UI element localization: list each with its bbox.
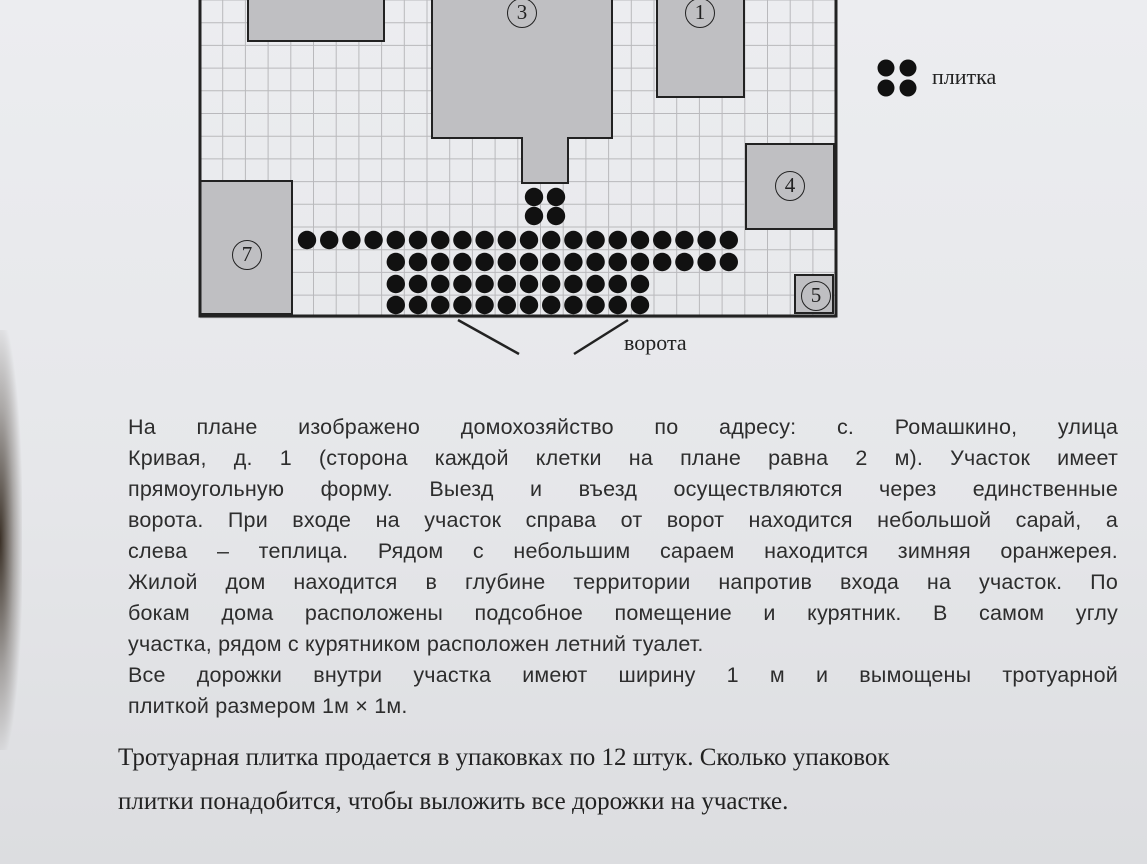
tile-mark	[675, 253, 693, 271]
tile-mark	[564, 296, 582, 314]
tile-mark	[498, 296, 516, 314]
building-2	[248, 0, 384, 41]
tile-mark	[475, 275, 493, 293]
building-3-number: 3	[507, 0, 537, 28]
tile-legend-icon	[878, 60, 917, 97]
tile-mark	[498, 275, 516, 293]
description-line: бокам дома расположены подсобное помещение и курятник. В самом углу	[128, 601, 1118, 625]
tile-mark	[631, 296, 649, 314]
tile-mark	[631, 275, 649, 293]
description-line: участка, рядом с курятником расположен летний туалет.	[128, 632, 704, 656]
tile-mark	[409, 253, 427, 271]
paths-paragraph	[128, 660, 1118, 722]
tile-mark	[542, 253, 560, 271]
tile-mark	[564, 231, 582, 249]
tile-mark	[342, 231, 360, 249]
legend-tile-mark	[900, 60, 917, 77]
tile-mark	[542, 275, 560, 293]
tile-mark	[520, 253, 538, 271]
tile-mark	[525, 188, 543, 206]
tile-legend-label: плитка	[932, 64, 997, 89]
tile-mark	[653, 231, 671, 249]
gate-right-leaf	[574, 320, 628, 354]
tile-mark	[631, 231, 649, 249]
question-text	[118, 736, 1098, 824]
tile-mark	[409, 275, 427, 293]
tile-mark	[520, 296, 538, 314]
building-4-number: 4	[775, 171, 805, 201]
description-paragraph	[128, 412, 1118, 660]
legend-tile-mark	[900, 80, 917, 97]
question-line: Тротуарная плитка продается в упаковках по 12 штук. Сколько упаковок	[118, 744, 890, 771]
tile-mark	[431, 231, 449, 249]
description-line: ворота. При входе на участок справа от ворот находится небольшой сарай, а	[128, 508, 1118, 532]
tile-mark	[475, 296, 493, 314]
tile-mark	[298, 231, 316, 249]
tile-mark	[475, 231, 493, 249]
tile-mark	[320, 231, 338, 249]
site-plan-drawing	[0, 0, 1147, 400]
tile-mark	[609, 231, 627, 249]
tile-mark	[586, 253, 604, 271]
tile-mark	[542, 296, 560, 314]
site-plan	[0, 0, 1147, 400]
tile-mark	[586, 275, 604, 293]
tile-mark	[547, 188, 565, 206]
tile-mark	[387, 253, 405, 271]
tile-mark	[498, 253, 516, 271]
tile-mark	[564, 275, 582, 293]
description-line: Кривая, д. 1 (сторона каждой клетки на плане равна 2 м). Участок имеет	[128, 446, 1118, 470]
tile-mark	[564, 253, 582, 271]
tile-mark	[453, 275, 471, 293]
tile-mark	[387, 296, 405, 314]
description-line: слева – теплица. Рядом с небольшим сараем находится зимняя оранжерея.	[128, 539, 1118, 563]
description-line: Жилой дом находится в глубине территории напротив входа на участок. По	[128, 570, 1118, 594]
building-1-number: 1	[685, 0, 715, 28]
building-7-number: 7	[232, 240, 262, 270]
tile-mark	[609, 296, 627, 314]
tile-mark	[409, 231, 427, 249]
tile-mark	[720, 231, 738, 249]
tile-mark	[586, 231, 604, 249]
tile-mark	[387, 231, 405, 249]
paths-line: Все дорожки внутри участка имеют ширину 1 м и вымощены тротуарной	[128, 663, 1118, 687]
tile-mark	[364, 231, 382, 249]
legend-tile-mark	[878, 60, 895, 77]
tile-mark	[586, 296, 604, 314]
description-line: На плане изображено домохозяйство по адресу: с. Ромашкино, улица	[128, 415, 1118, 439]
tile-mark	[431, 253, 449, 271]
paths-line: плиткой размером 1м × 1м.	[128, 694, 408, 718]
tile-mark	[431, 275, 449, 293]
tile-mark	[409, 296, 427, 314]
tile-mark	[498, 231, 516, 249]
tile-mark	[720, 253, 738, 271]
tile-mark	[453, 296, 471, 314]
tile-mark	[453, 231, 471, 249]
tile-mark	[520, 231, 538, 249]
tile-mark	[547, 207, 565, 225]
tile-mark	[697, 231, 715, 249]
tile-mark	[387, 275, 405, 293]
tile-mark	[609, 253, 627, 271]
tile-mark	[609, 275, 627, 293]
tile-mark	[675, 231, 693, 249]
tile-mark	[431, 296, 449, 314]
tile-mark	[453, 253, 471, 271]
description-line: прямоугольную форму. Выезд и въезд осуществляются через единственные	[128, 477, 1118, 501]
tile-mark	[542, 231, 560, 249]
tile-mark	[697, 253, 715, 271]
plan-buildings	[200, 0, 834, 314]
legend-tile-mark	[878, 80, 895, 97]
tile-mark	[631, 253, 649, 271]
tile-mark	[475, 253, 493, 271]
tile-mark	[653, 253, 671, 271]
tile-mark	[525, 207, 543, 225]
gate-label: ворота	[624, 330, 687, 355]
gate-left-leaf	[458, 320, 519, 354]
question-line: плитки понадобится, чтобы выложить все дорожки на участке.	[118, 788, 789, 815]
tile-mark	[520, 275, 538, 293]
building-5-number: 5	[801, 281, 831, 311]
